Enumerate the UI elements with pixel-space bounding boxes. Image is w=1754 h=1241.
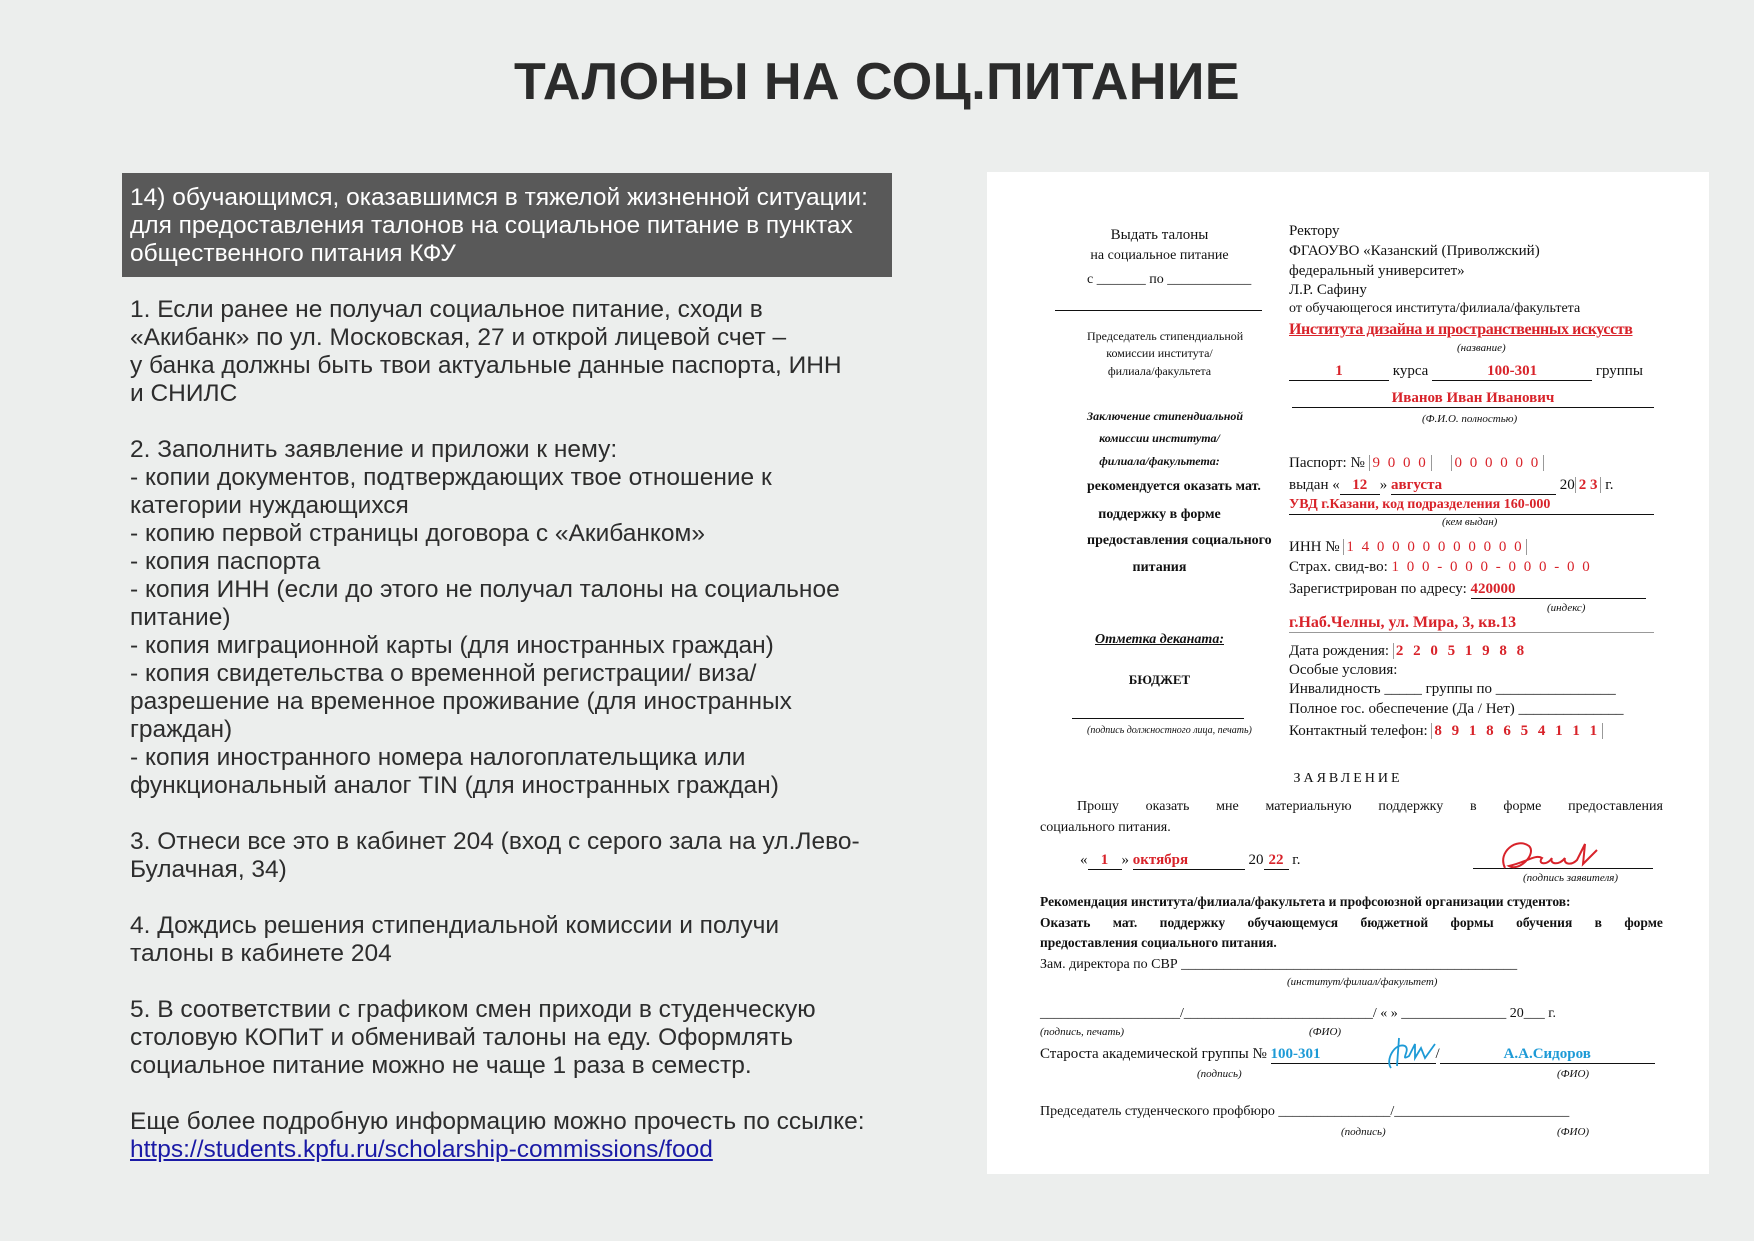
form-text: БЮДЖЕТ	[1128, 672, 1191, 687]
form-text: предоставления социального	[1087, 533, 1272, 548]
address-field: г.Наб.Челны, ул. Мира, 3, кв.13	[1289, 614, 1654, 633]
form-text: ФГАОУВО «Казанский (Приволжский)	[1289, 243, 1540, 259]
name-field: Иванов Иван Иванович	[1292, 389, 1654, 408]
word: Прошу	[1077, 799, 1119, 814]
step-line: социальное питание можно не чаще 1 раза в семестр.	[130, 1052, 752, 1079]
step-line: категории нуждающихся	[130, 492, 409, 519]
word: предоставления	[1568, 799, 1663, 814]
index-field: 420000	[1471, 580, 1646, 599]
instructions	[130, 296, 910, 1192]
form-text: поддержку в форме	[1098, 507, 1221, 522]
form-text: выдан «	[1289, 477, 1340, 493]
date-day: 1	[1088, 851, 1122, 870]
step-line: - копия ИНН (если до этого не получал талоны на социальное	[130, 576, 840, 603]
statement-line	[1040, 798, 1663, 816]
form-note: (подпись заявителя)	[1523, 872, 1619, 884]
word: формы	[1450, 915, 1494, 930]
more-info	[130, 1108, 910, 1164]
step-line: - копия иностранного номера налогоплательщика или	[130, 744, 746, 771]
form-note: (Ф.И.О. полностью)	[1422, 413, 1518, 425]
passport-series: 9 0 0 0	[1369, 455, 1432, 471]
birth-row	[1289, 642, 1527, 660]
form-text: Ректору	[1289, 223, 1340, 239]
highlight-box	[122, 173, 892, 277]
snils-field: 1 0 0 - 0 0 0 - 0 0 0 - 0 0	[1391, 559, 1592, 575]
form-note: (ФИО)	[1309, 1026, 1342, 1038]
step-line: Булачная, 34)	[130, 856, 287, 883]
passport-row	[1289, 454, 1544, 472]
form-text: Контактный телефон:	[1289, 723, 1428, 739]
form-text: Председатель студенческого профбюро ________________/_________________________	[1040, 1104, 1570, 1119]
step-line: - копия миграционной карты (для иностранных граждан)	[130, 632, 774, 659]
form-text: филиала/факультета	[1107, 364, 1212, 378]
date-year: 22	[1264, 851, 1289, 870]
form-text: 20	[1559, 477, 1575, 493]
phone-field: 8 9 1 8 6 5 4 1 1 1	[1431, 723, 1603, 739]
word: оказать	[1145, 799, 1190, 814]
form-text: Заключение стипендиальной	[1087, 409, 1244, 423]
form-text: г.	[1292, 852, 1301, 868]
group-head-row: Староста академической группы № 100-301 / А.А.Сидоров	[1040, 1045, 1655, 1064]
form-text: Страх. свид-во:	[1289, 559, 1388, 575]
snils-row	[1289, 558, 1592, 576]
info-link[interactable]: https://students.kpfu.ru/scholarship-commissions/food	[130, 1136, 713, 1163]
word: поддержку	[1378, 799, 1444, 814]
step-line: 2. Заполнить заявление и приложи к нему:	[130, 436, 618, 463]
application-form-image	[987, 172, 1709, 1174]
institute-field: Института дизайна и пространственных искусств	[1289, 321, 1633, 338]
form-text: Полное гос. обеспечение (Да / Нет) ______________	[1289, 701, 1624, 717]
issued-row: выдан « 12 » августа 20 2 3 г.	[1289, 477, 1614, 493]
form-text: Зам. директора по СВР ________________________________________________	[1040, 957, 1518, 972]
form-text: Рекомендация института/филиала/факультета и профсоюзной организации студентов:	[1040, 894, 1571, 909]
step-1	[130, 296, 910, 408]
form-text: питания	[1132, 560, 1187, 575]
step-2	[130, 436, 910, 800]
form-note: (название)	[1457, 342, 1506, 354]
form-text: федеральный университет»	[1289, 263, 1465, 279]
step-line: 3. Отнеси все это в кабинет 204 (вход с серого зала на ул.Лево-	[130, 828, 860, 855]
form-text: с _______ по ____________	[1087, 272, 1252, 287]
address-row	[1289, 580, 1646, 599]
birth-field: 2 2 0 5 1 9 8 8	[1393, 643, 1527, 659]
course-group-row	[1289, 362, 1643, 381]
step-line: граждан)	[130, 716, 233, 743]
form-text: 20	[1248, 852, 1264, 868]
word: мат.	[1112, 915, 1138, 930]
phone-row	[1289, 722, 1603, 740]
head-name-field: А.А.Сидоров	[1440, 1045, 1655, 1064]
word: форме	[1624, 915, 1663, 930]
form-text: курса	[1392, 363, 1429, 379]
word: в	[1594, 915, 1602, 930]
date-month: октября	[1133, 851, 1245, 870]
word: материальную	[1265, 799, 1352, 814]
form-text: Председатель стипендиальной	[1087, 329, 1244, 343]
word: мне	[1216, 799, 1239, 814]
issued-day: 12	[1340, 476, 1380, 495]
inn-field: 1 4 0 0 0 0 0 0 0 0 0 0	[1343, 539, 1526, 555]
form-text: Паспорт: №	[1289, 455, 1365, 471]
form-note: (ФИО)	[1557, 1068, 1590, 1080]
recommendation-line	[1040, 914, 1663, 932]
form-note: (подпись)	[1341, 1126, 1386, 1138]
statement-title: ЗАЯВЛЕНИЕ	[1293, 771, 1403, 786]
form-note: (кем выдан)	[1442, 516, 1498, 528]
course-field: 1	[1289, 362, 1389, 381]
issued-by-field: УВД г.Казани, код подразделения 160-000	[1289, 496, 1654, 515]
form-note: (институт/филиал/факультет)	[1287, 976, 1438, 988]
step-5	[130, 996, 910, 1080]
form-note: (ФИО)	[1557, 1126, 1590, 1138]
step-line: - копия паспорта	[130, 548, 321, 575]
step-line: талоны в кабинете 204	[130, 940, 392, 967]
word: Оказать	[1040, 915, 1091, 930]
form-note: (подпись должностного лица, печать)	[1087, 725, 1252, 736]
step-line: у банка должны быть твои актуальные данные паспорта, ИНН	[130, 352, 842, 379]
form-text: Инвалидность _____ группы по ________________	[1289, 681, 1616, 697]
form-note: (подпись)	[1197, 1068, 1242, 1080]
more-info-text: Еще более подробную информацию можно прочесть по ссылке:	[130, 1108, 865, 1135]
form-text: Особые условия:	[1289, 662, 1398, 678]
divider	[1055, 310, 1262, 311]
form-text: Дата рождения:	[1289, 643, 1390, 659]
word: поддержку	[1159, 915, 1226, 930]
inn-row	[1289, 538, 1527, 556]
step-line: питание)	[130, 604, 231, 631]
box-line: для предоставления талонов на социальное питание в пунктах	[130, 212, 853, 239]
box-line: общественного питания КФУ	[130, 240, 456, 267]
word: бюджетной	[1360, 915, 1429, 930]
step-line: - копия свидетельства о временной регистрации/ виза/	[130, 660, 757, 687]
form-text: г.	[1605, 477, 1614, 493]
form-text: Л.Р. Сафину	[1289, 282, 1367, 298]
statement-date: « 1 » октября 20 22 г.	[1080, 852, 1301, 868]
form-text: на социальное питание	[1090, 248, 1229, 263]
step-line: столовую КОПиТ и обменивай талоны на еду. Оформлять	[130, 1024, 793, 1051]
form-text: рекомендуется оказать мат.	[1087, 479, 1261, 494]
step-line: «Акибанк» по ул. Московская, 27 и открой лицевой счет –	[130, 324, 787, 351]
step-line: 5. В соответствии с графиком смен приходи в студенческую	[130, 996, 816, 1023]
step-4	[130, 912, 910, 968]
word: форме	[1503, 799, 1542, 814]
word: обучения	[1516, 915, 1573, 930]
issued-month: августа	[1391, 476, 1556, 495]
issued-year: 2 3	[1575, 477, 1602, 493]
word: обучающемуся	[1247, 915, 1339, 930]
step-line: и СНИЛС	[130, 380, 238, 407]
page-title: ТАЛОНЫ НА СОЦ.ПИТАНИЕ	[513, 53, 1241, 111]
passport-number: 0 0 0 0 0 0	[1451, 455, 1545, 471]
step-line: разрешение на временное проживание (для иностранных	[130, 688, 792, 715]
form-text: предоставления социального питания.	[1040, 935, 1277, 950]
form-text: Староста академической группы №	[1040, 1046, 1267, 1062]
head-group-field: 100-301	[1271, 1045, 1436, 1064]
step-line: 1. Если ранее не получал социальное питание, сходи в	[130, 296, 763, 323]
form-text: Отметка деканата:	[1095, 632, 1224, 647]
form-text: Выдать талоны	[1110, 227, 1209, 243]
step-3	[130, 828, 910, 884]
form-text: Зарегистрирован по адресу:	[1289, 581, 1467, 597]
step-line: 4. Дождись решения стипендиальной комиссии и получи	[130, 912, 780, 939]
group-head-signature-icon	[1385, 1032, 1445, 1072]
group-field: 100-301	[1432, 362, 1592, 381]
form-note: (подпись, печать)	[1040, 1026, 1125, 1038]
form-text: ИНН №	[1289, 539, 1340, 555]
form-text: ____________________/___________________________/ « » _______________ 20___ г.	[1040, 1006, 1556, 1021]
form-text: комиссии института/	[1099, 431, 1220, 445]
form-text: комиссии института/	[1106, 346, 1213, 360]
step-line: функциональный аналог TIN (для иностранных граждан)	[130, 772, 779, 799]
form-text: от обучающегося института/филиала/факультета	[1289, 301, 1581, 316]
form-text: группы	[1595, 363, 1643, 379]
step-line: - копии документов, подтверждающих твое отношение к	[130, 464, 772, 491]
step-line: - копию первой страницы договора с «Акибанком»	[130, 520, 705, 547]
word: в	[1470, 799, 1477, 814]
form-note: (индекс)	[1547, 602, 1586, 614]
form-text: социального питания.	[1040, 820, 1171, 835]
box-line: 14) обучающимся, оказавшимся в тяжелой жизненной ситуации:	[130, 184, 868, 211]
form-text: филиала/факультета:	[1099, 454, 1220, 468]
signature-line	[1072, 718, 1244, 719]
